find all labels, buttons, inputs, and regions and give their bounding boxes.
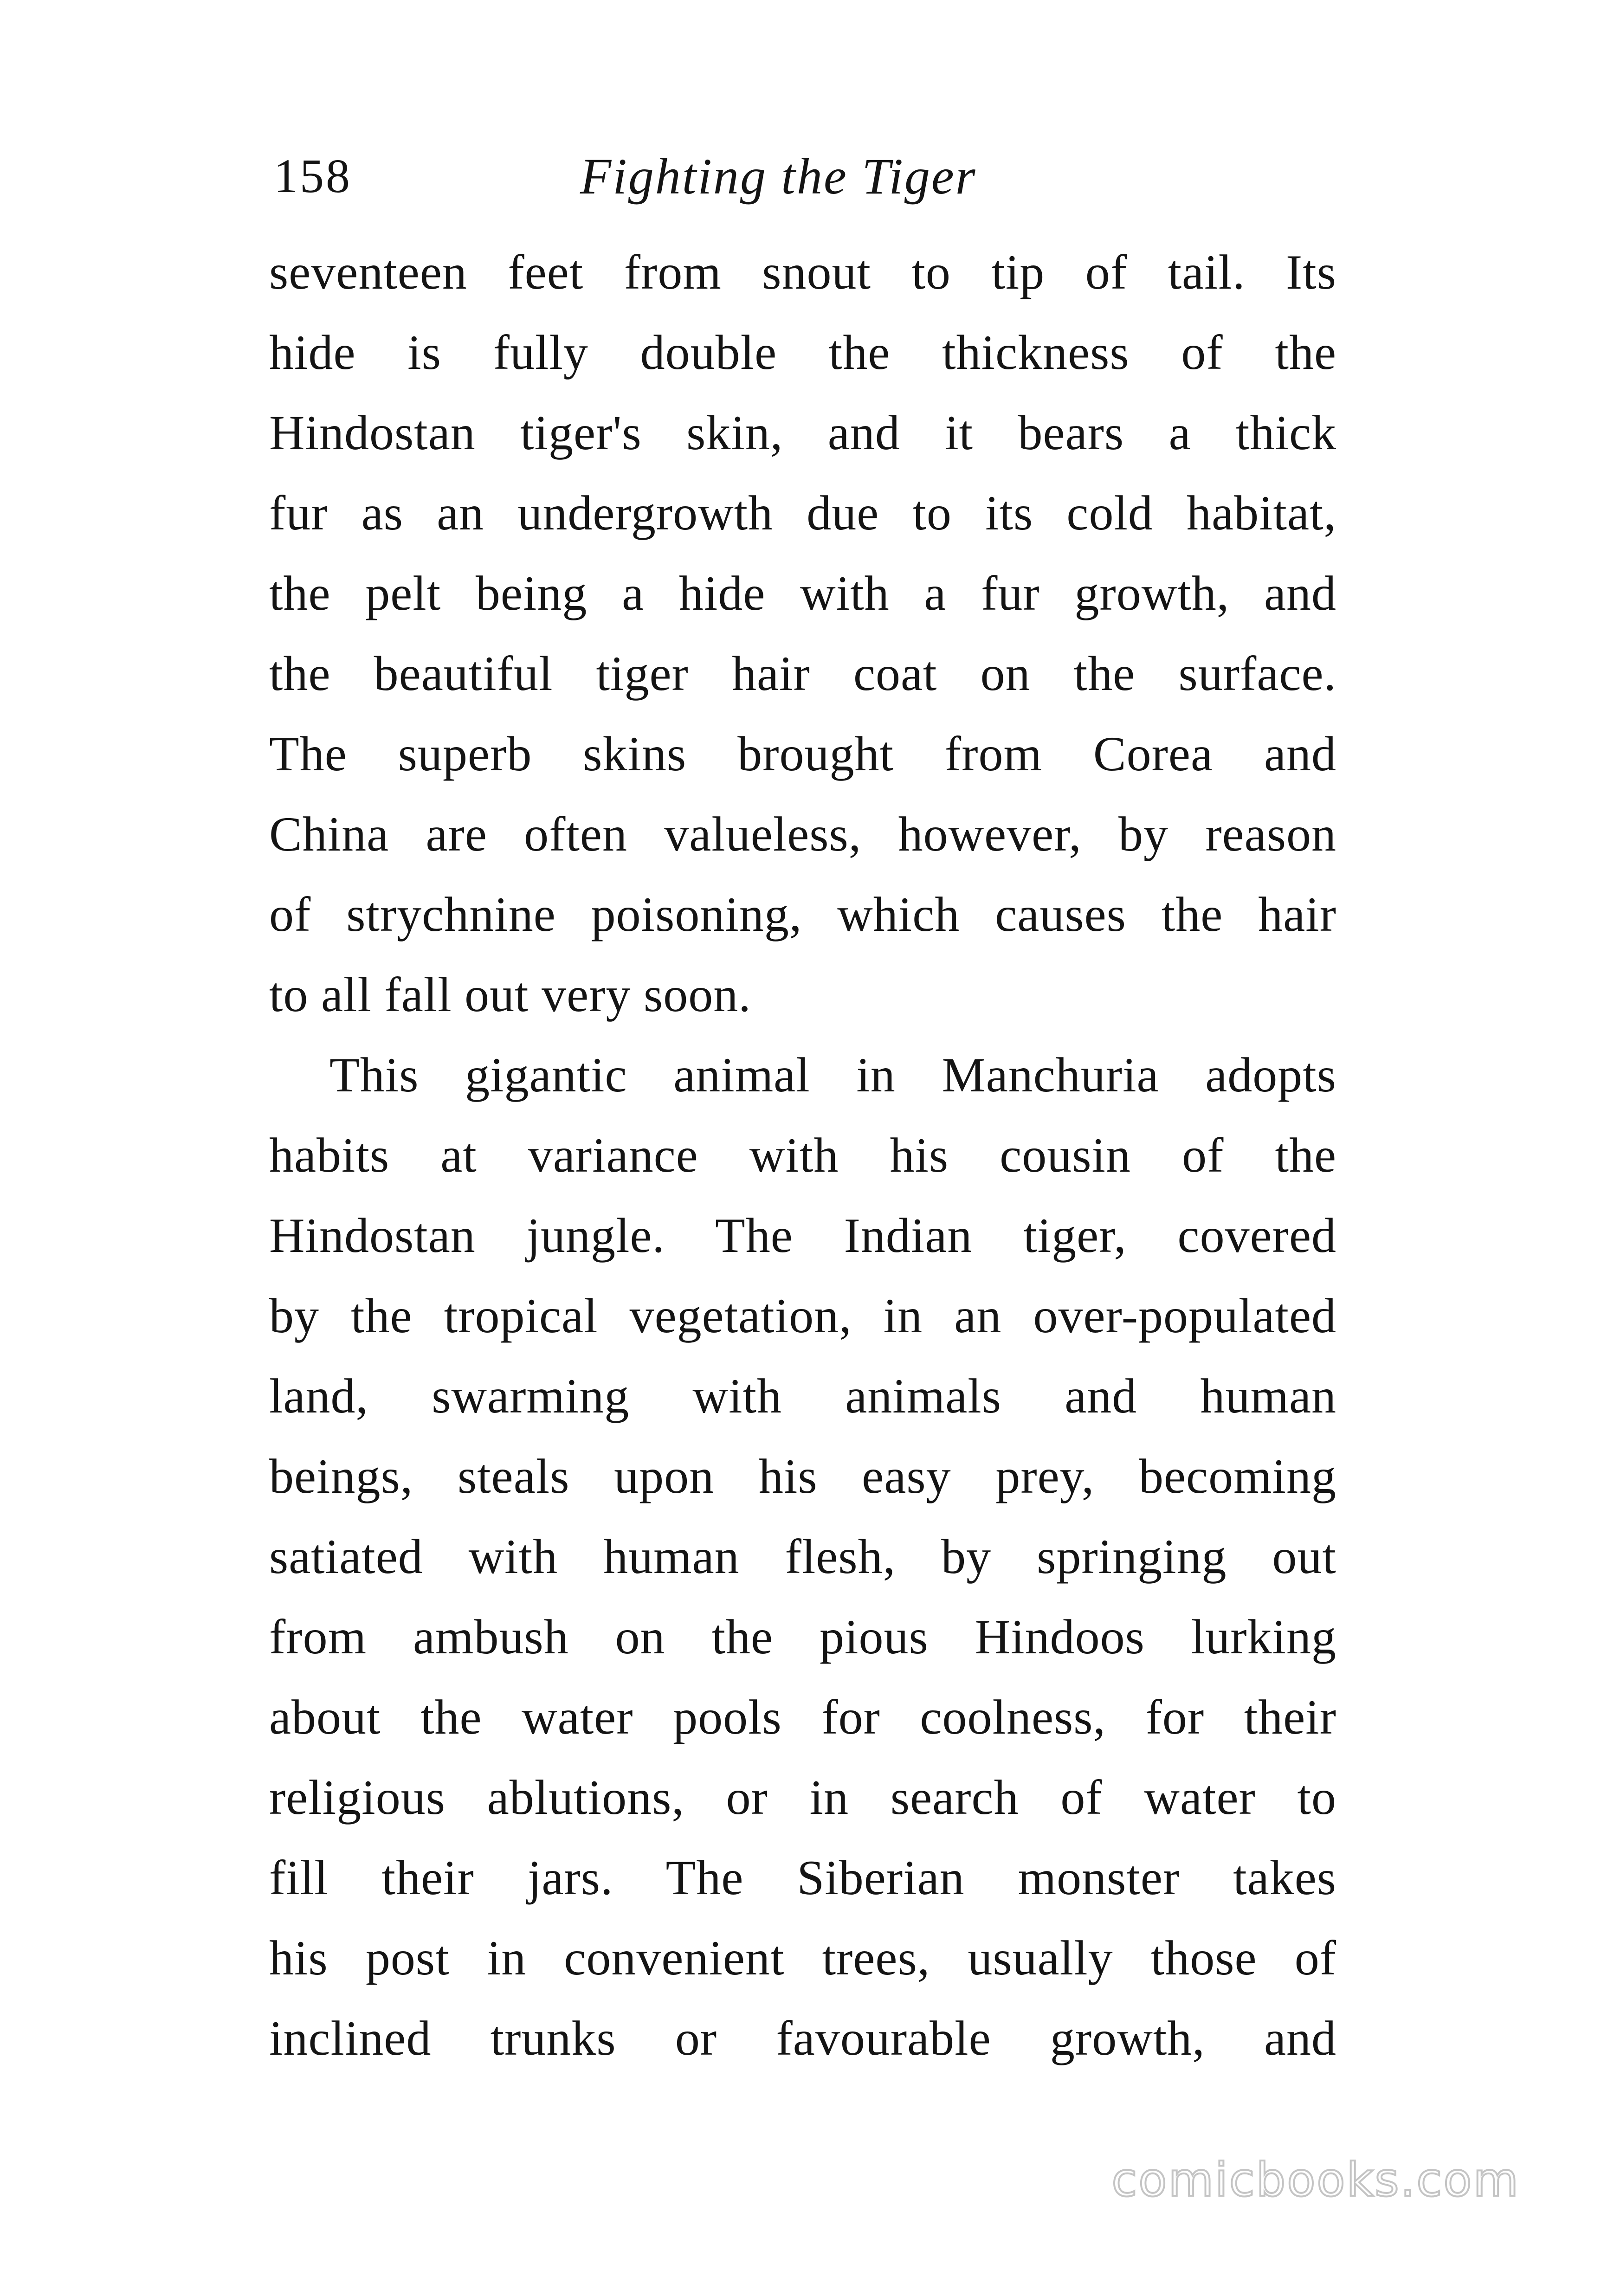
text-line: inclined trunks or favourable growth, and <box>269 2011 1336 2065</box>
text-line: land, swarming with animals and human <box>269 1369 1336 1423</box>
text-line: habits at variance with his cousin of the <box>269 1128 1336 1182</box>
text-line: The superb skins brought from Corea and <box>269 727 1336 781</box>
page-number: 158 <box>274 149 352 203</box>
text-line: religious ablutions, or in search of water to <box>269 1770 1336 1825</box>
watermark: comicbooks.com <box>1111 2153 1520 2207</box>
text-line: Hindostan jungle. The Indian tiger, covered <box>269 1208 1336 1263</box>
text-line: his post in convenient trees, usually those of <box>269 1931 1336 1985</box>
paragraph-2 <box>269 1035 1336 2078</box>
text-line: Hindostan tiger's skin, and it bears a thick <box>269 406 1336 460</box>
text-line: from ambush on the pious Hindoos lurking <box>269 1610 1336 1664</box>
body-text <box>269 232 1336 2078</box>
text-line: China are often valueless, however, by reason <box>269 807 1336 861</box>
paragraph-1 <box>269 232 1336 1035</box>
text-line: to all fall out very soon. <box>269 967 751 1022</box>
running-head <box>274 142 1341 211</box>
text-line: of strychnine poisoning, which causes the hair <box>269 887 1336 942</box>
text-line: by the tropical vegetation, in an over-populated <box>269 1289 1336 1343</box>
text-line: about the water pools for coolness, for their <box>269 1690 1336 1744</box>
text-line: hide is fully double the thickness of the <box>269 325 1336 380</box>
text-line: the beautiful tiger hair coat on the surface. <box>269 646 1336 701</box>
text-line: seventeen feet from snout to tip of tail. Its <box>269 245 1336 299</box>
text-line: This gigantic animal in Manchuria adopts <box>329 1048 1336 1102</box>
running-title: Fighting the Tiger <box>580 148 977 205</box>
text-line: the pelt being a hide with a fur growth, and <box>269 566 1336 620</box>
text-line: fur as an undergrowth due to its cold habitat, <box>269 486 1336 540</box>
text-line: satiated with human flesh, by springing out <box>269 1529 1336 1584</box>
text-line: fill their jars. The Siberian monster takes <box>269 1851 1336 1905</box>
text-line: beings, steals upon his easy prey, becoming <box>269 1449 1336 1503</box>
